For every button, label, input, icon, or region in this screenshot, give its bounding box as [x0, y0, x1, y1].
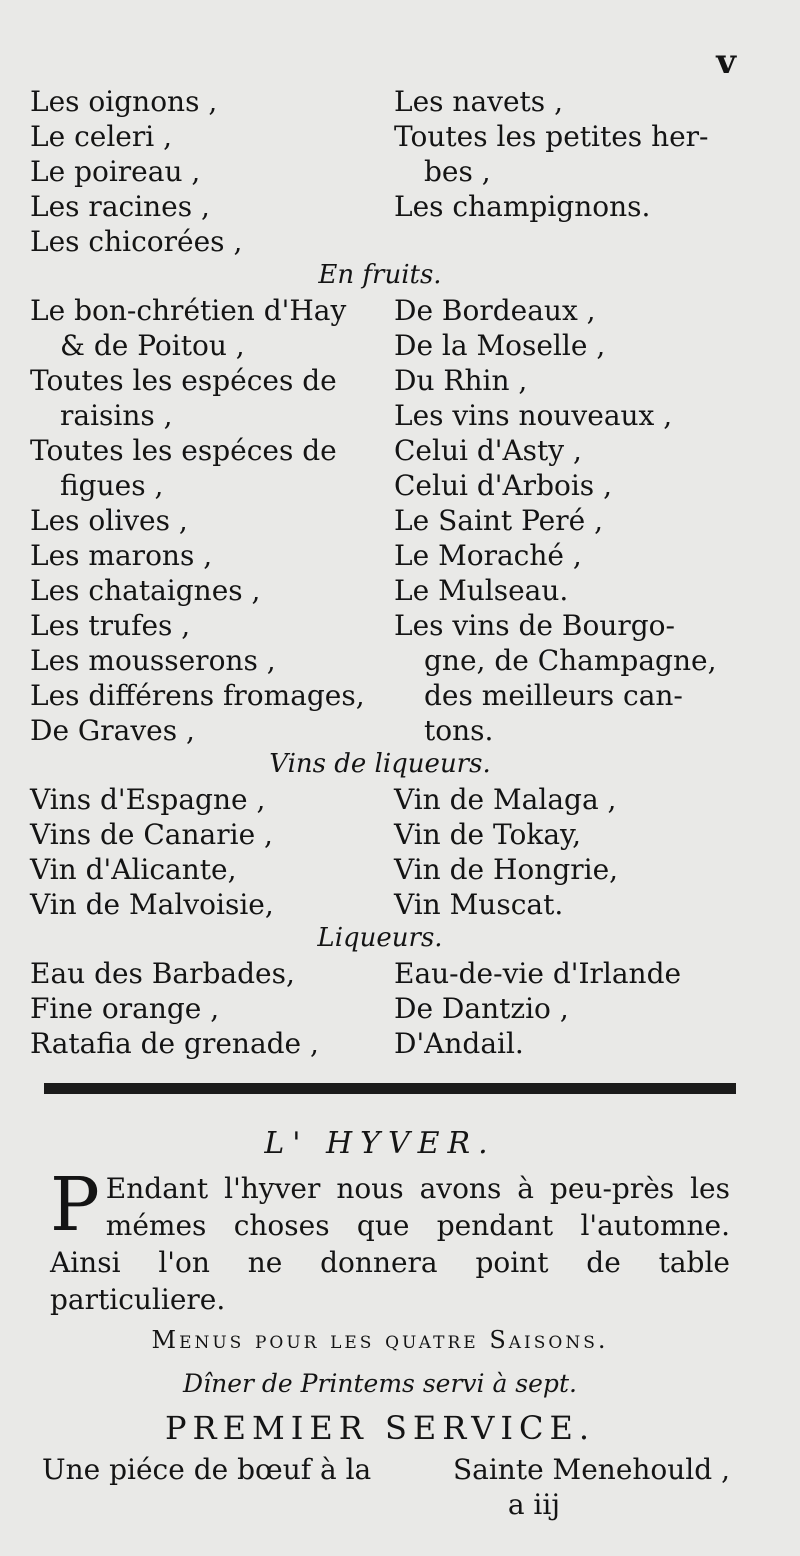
- list-item: Vin d'Alicante,: [30, 853, 237, 886]
- vins-left-column: [30, 782, 380, 922]
- list-item: Les oignons ,: [30, 85, 218, 118]
- list-item: Le Mulseau.: [394, 574, 569, 607]
- list-item: Les trufes ,: [30, 609, 191, 642]
- diner-title: Dîner de Printems servi à sept.: [183, 1369, 577, 1398]
- heading-vins-de-liqueurs: Vins de liqueurs.: [269, 749, 491, 779]
- list-item: & de Poitou ,: [60, 329, 245, 362]
- vins-right-column: [380, 782, 730, 922]
- list-item: Vin Muscat.: [394, 888, 564, 921]
- season-title: L' HYVER.: [264, 1126, 496, 1161]
- drop-cap: P: [50, 1162, 100, 1248]
- page-number: v: [716, 42, 736, 82]
- list-item: Vin de Hongrie,: [394, 853, 619, 886]
- paragraph-text: Endant l'hyver nous avons à peu-près les mémes choses que pendant l'automne. Ainsi l'on ne donnera point de table particuliere.: [50, 1172, 730, 1316]
- list-item: Le celeri ,: [30, 120, 172, 153]
- liqueurs-right-column: [380, 956, 730, 1061]
- list-item: Les chicorées ,: [30, 225, 243, 258]
- list-item: Vin de Tokay,: [394, 818, 582, 851]
- list-item: De Dantzio ,: [394, 992, 569, 1025]
- list-item: De la Moselle ,: [394, 329, 606, 362]
- fruits-left-column: [30, 293, 380, 748]
- list-item: Les vins de Bourgo-: [394, 609, 675, 642]
- fruits-columns: [30, 293, 730, 748]
- page-content: [30, 84, 730, 1522]
- list-item: Le poireau ,: [30, 155, 201, 188]
- menu-entry-left: Une piéce de bœuf à la: [42, 1453, 372, 1486]
- list-item: Toutes les espéces de: [30, 364, 337, 397]
- list-item: raisins ,: [60, 399, 173, 432]
- list-item: figues ,: [60, 469, 164, 502]
- list-item: Les mousserons ,: [30, 644, 276, 677]
- list-item: Les marons ,: [30, 539, 213, 572]
- liqueurs-left-column: [30, 956, 380, 1061]
- list-item: Du Rhin ,: [394, 364, 528, 397]
- legumes-columns: [30, 84, 730, 259]
- list-item: Les racines ,: [30, 190, 210, 223]
- list-item: Toutes les espéces de: [30, 434, 337, 467]
- heading-fruits: En fruits.: [318, 260, 442, 290]
- list-item: Fine orange ,: [30, 992, 220, 1025]
- list-item: Eau-de-vie d'Irlande: [394, 957, 682, 990]
- list-item: Les champignons.: [394, 190, 651, 223]
- list-item: Toutes les petites her-: [394, 120, 709, 153]
- vins-columns: [30, 782, 730, 922]
- list-item: gne, de Champagne,: [424, 644, 717, 677]
- list-item: De Bordeaux ,: [394, 294, 596, 327]
- list-item: D'Andail.: [394, 1027, 524, 1060]
- list-item: Ratafia de grenade ,: [30, 1027, 319, 1060]
- list-item: Le Moraché ,: [394, 539, 582, 572]
- list-item: tons.: [424, 714, 494, 747]
- list-item: Les vins nouveaux ,: [394, 399, 673, 432]
- list-item: Eau des Barbades,: [30, 957, 295, 990]
- liqueurs-columns: [30, 956, 730, 1061]
- list-item: Les différens fromages,: [30, 679, 365, 712]
- list-item: De Graves ,: [30, 714, 195, 747]
- list-item: Vin de Malvoisie,: [30, 888, 274, 921]
- list-item: Les navets ,: [394, 85, 563, 118]
- legumes-left-column: [30, 84, 380, 259]
- list-item: Les chataignes ,: [30, 574, 261, 607]
- list-item: Le bon-chrétien d'Hay: [30, 294, 347, 327]
- fruits-right-column: [380, 293, 730, 748]
- menu-entry-right: Sainte Menehould ,: [452, 1453, 730, 1486]
- list-item: bes ,: [424, 155, 491, 188]
- heading-liqueurs: Liqueurs.: [317, 923, 443, 953]
- section-divider: [44, 1083, 736, 1094]
- menu-entry: [30, 1452, 730, 1488]
- list-item: des meilleurs can-: [424, 679, 683, 712]
- legumes-right-column: [380, 84, 730, 259]
- winter-paragraph: [30, 1162, 730, 1318]
- list-item: Les olives ,: [30, 504, 188, 537]
- list-item: Vin de Malaga ,: [394, 783, 617, 816]
- menus-title: Menus pour les quatre Saisons.: [151, 1326, 609, 1354]
- signature-mark: a iij: [507, 1488, 560, 1521]
- list-item: Vins de Canarie ,: [30, 818, 273, 851]
- list-item: Celui d'Asty ,: [394, 434, 582, 467]
- list-item: Le Saint Peré ,: [394, 504, 603, 537]
- list-item: Vins d'Espagne ,: [30, 783, 266, 816]
- service-title: PREMIER SERVICE.: [164, 1409, 595, 1447]
- list-item: Celui d'Arbois ,: [394, 469, 612, 502]
